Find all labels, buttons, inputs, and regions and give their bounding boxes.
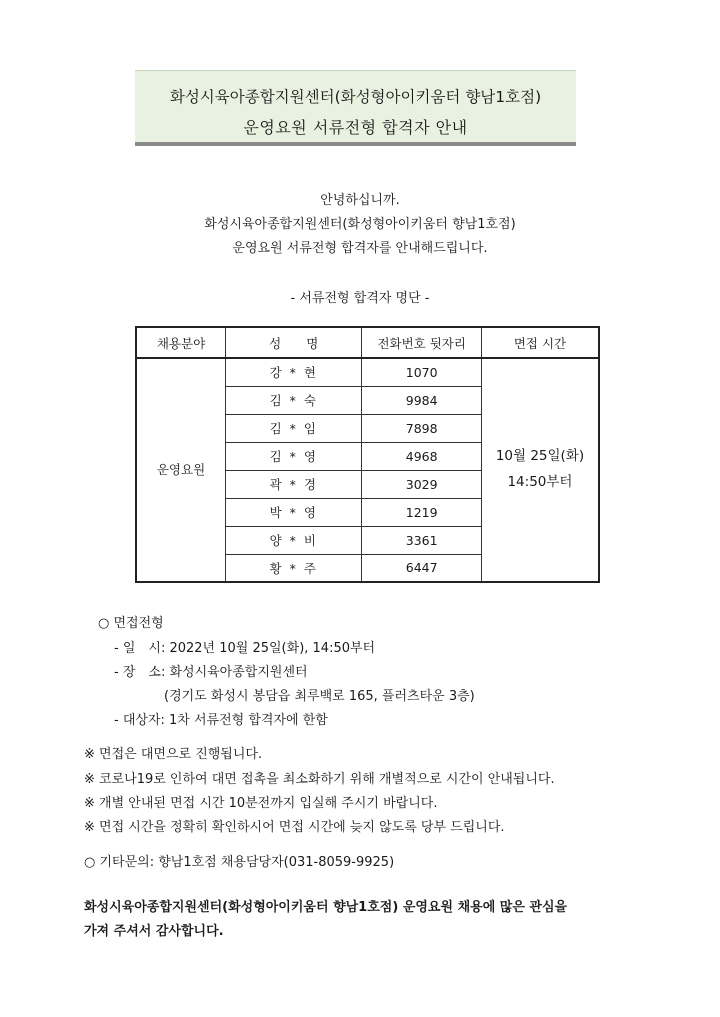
phone-cell: 1070 <box>362 358 481 386</box>
time-date: 10월 25일(화) <box>495 448 585 465</box>
name-cell: 황 * 주 <box>226 554 362 582</box>
name-cell: 강 * 현 <box>226 358 362 386</box>
name-cell: 김 * 임 <box>226 414 362 442</box>
section-title: - 서류전형 합격자 명단 - <box>290 291 430 306</box>
header-name: 성 명 <box>226 327 362 358</box>
contact-info: ○ 기타문의: 향남1호점 채용담당자(031-8059-9925) <box>84 855 395 870</box>
phone-cell: 1219 <box>362 498 481 526</box>
name-cell: 김 * 숙 <box>226 386 362 414</box>
result-table <box>135 326 600 583</box>
closing-line-1: 화성시육아종합지원센터(화성형아이키움터 향남1호점) 운영요원 채용에 많은 관심을 <box>84 900 568 915</box>
field-cell: 운영요원 <box>136 358 226 582</box>
interview-heading: ○ 면접전형 <box>98 616 164 631</box>
note-item: ※ 면접은 대면으로 진행됩니다. <box>84 747 263 762</box>
phone-cell: 6447 <box>362 554 481 582</box>
interview-date: - 일 시: 2022년 10월 25일(화), 14:50부터 <box>114 641 376 656</box>
phone-cell: 4968 <box>362 442 481 470</box>
name-cell: 양 * 비 <box>226 526 362 554</box>
table-header-row <box>136 327 599 358</box>
time-cell <box>481 358 599 582</box>
phone-cell: 7898 <box>362 414 481 442</box>
greeting-line-3: 운영요원 서류전형 합격자를 안내해드립니다. <box>232 241 488 256</box>
name-cell: 박 * 영 <box>226 498 362 526</box>
title-line-1: 화성시육아종합지원센터(화성형아이키움터 향남1호점) <box>169 88 542 106</box>
phone-cell: 3361 <box>362 526 481 554</box>
interview-target: - 대상자: 1차 서류전형 합격자에 한함 <box>114 713 328 728</box>
greeting-line-2: 화성시육아종합지원센터(화성형아이키움터 향남1호점) <box>204 217 516 232</box>
name-cell: 곽 * 경 <box>226 470 362 498</box>
header-time: 면접 시간 <box>481 327 599 358</box>
note-item: ※ 면접 시간을 정확히 확인하시어 면접 시간에 늦지 않도록 당부 드립니다. <box>84 820 505 835</box>
phone-cell: 9984 <box>362 386 481 414</box>
header-field: 채용분야 <box>136 327 226 358</box>
greeting-line-1: 안녕하십니까. <box>320 193 400 208</box>
title-box <box>135 70 576 146</box>
interview-address: (경기도 화성시 봉담읍 최루백로 165, 플러츠타운 3층) <box>164 689 475 704</box>
interview-place: - 장 소: 화성시육아종합지원센터 <box>114 665 308 680</box>
time-start: 14:50부터 <box>507 474 573 490</box>
closing-line-2: 가져 주셔서 감사합니다. <box>84 924 224 939</box>
note-item: ※ 개별 안내된 면접 시간 10분전까지 입실해 주시기 바랍니다. <box>84 796 438 811</box>
table-row <box>136 358 599 386</box>
phone-cell: 3029 <box>362 470 481 498</box>
title-line-2: 운영요원 서류전형 합격자 안내 <box>243 118 468 137</box>
note-item: ※ 코로나19로 인하여 대면 접촉을 최소화하기 위해 개별적으로 시간이 안내됩니다. <box>84 772 555 787</box>
name-cell: 김 * 영 <box>226 442 362 470</box>
header-phone: 전화번호 뒷자리 <box>362 327 481 358</box>
